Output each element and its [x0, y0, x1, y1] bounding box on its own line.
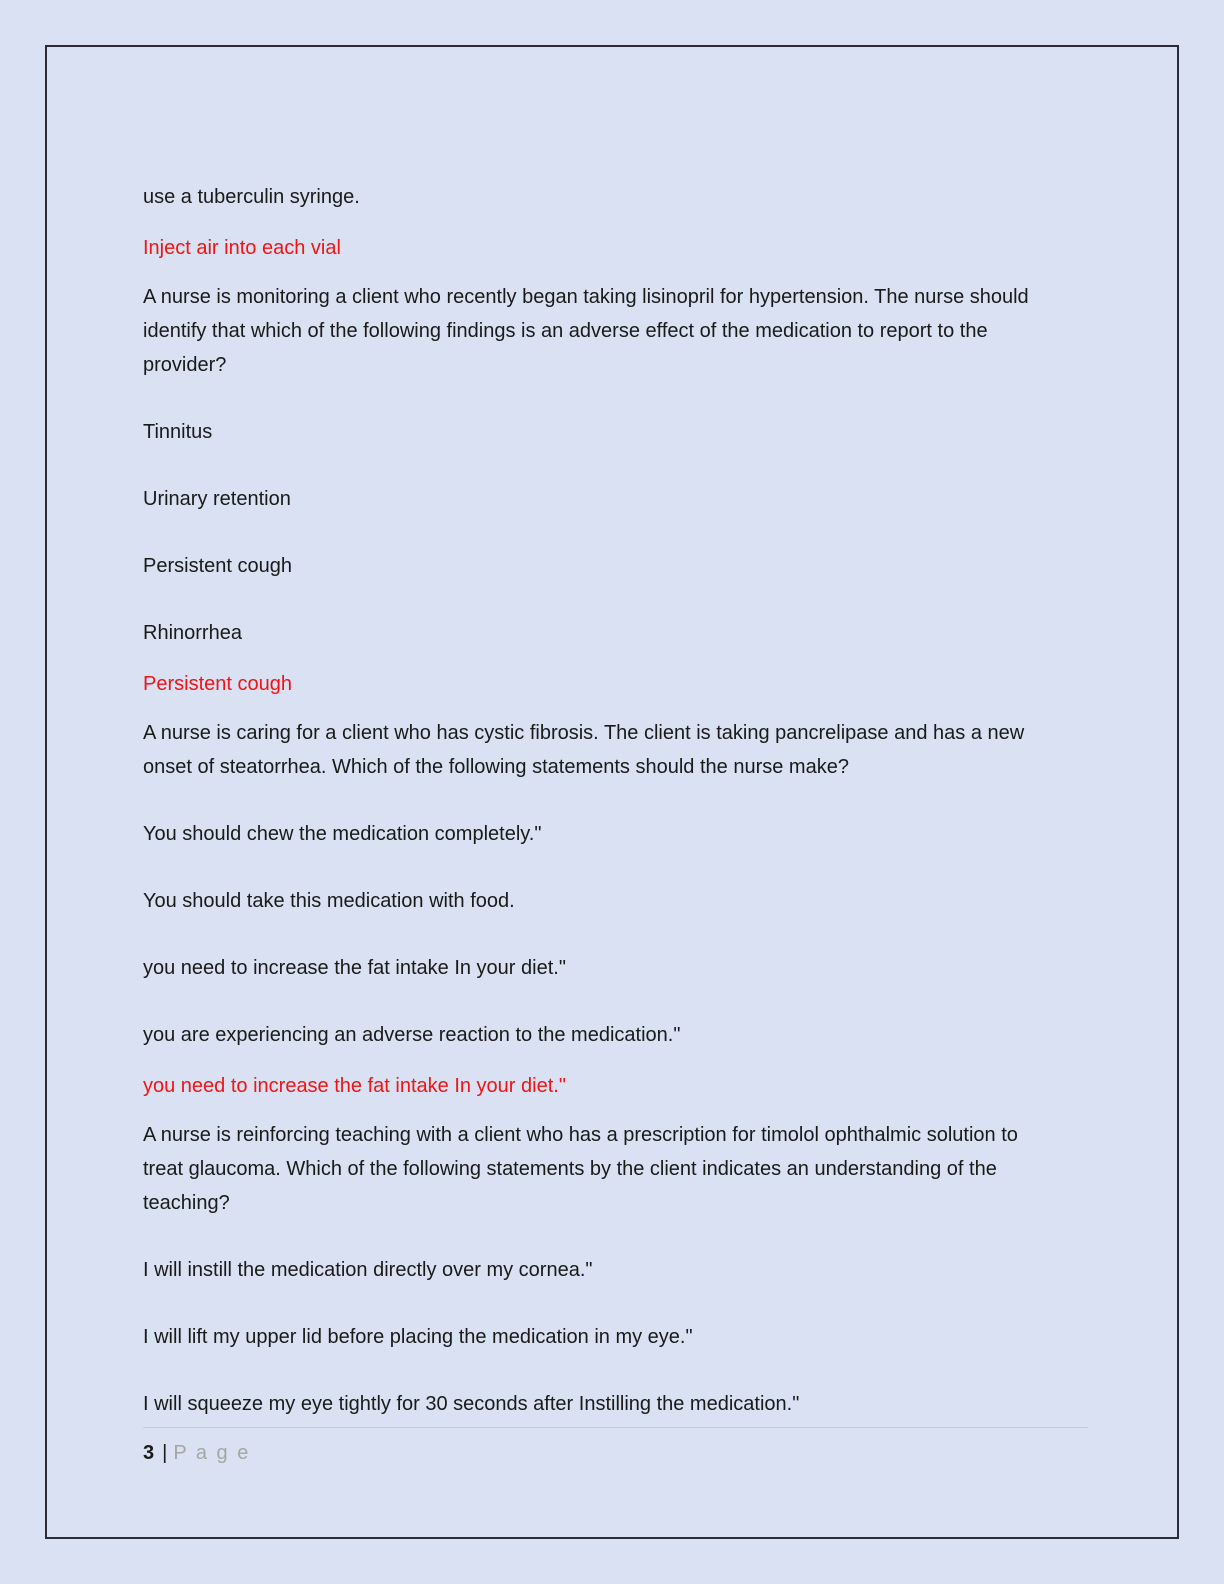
answer-option: I will squeeze my eye tightly for 30 seconds after Instilling the medication.": [143, 1393, 800, 1415]
answer-option: You should chew the medication completely.": [143, 823, 542, 845]
footer-text: [143, 1442, 1082, 1465]
footer-separator: |: [162, 1442, 168, 1464]
answer-option: I will instill the medication directly over my cornea.": [143, 1259, 593, 1281]
answer-option: use a tuberculin syringe.: [143, 186, 360, 208]
question-text: A nurse is caring for a client who has cystic fibrosis. The client is taking pancrelipase and has a new onset of steatorrhea. Which of the following statements should the nurse make?: [143, 722, 1025, 778]
correct-answer: Persistent cough: [143, 673, 292, 695]
question-text: A nurse is monitoring a client who recently began taking lisinopril for hypertension. The nurse should identify that which of the following findings is an adverse effect of the medication to report to the provider?: [143, 286, 1029, 376]
footer-page-word: P a g e: [173, 1442, 251, 1464]
answer-option: Tinnitus: [143, 421, 213, 443]
answer-option: Rhinorrhea: [143, 622, 242, 644]
answer-option: You should take this medication with food.: [143, 890, 515, 912]
question-text: A nurse is reinforcing teaching with a client who has a prescription for timolol ophthalmic solution to treat glaucoma. Which of the following statements by the client indicates an understanding of the teaching?: [143, 1124, 1018, 1214]
answer-option: you are experiencing an adverse reaction to the medication.": [143, 1024, 681, 1046]
footer-divider: [143, 1427, 1088, 1428]
document-page: [45, 45, 1179, 1539]
answer-option: I will lift my upper lid before placing the medication in my eye.": [143, 1326, 693, 1348]
page-number: 3: [143, 1442, 155, 1464]
correct-answer: you need to increase the fat intake In your diet.": [143, 1075, 566, 1097]
page-content: [47, 47, 1177, 1421]
answer-option: Persistent cough: [143, 555, 292, 577]
page-footer: [143, 1427, 1082, 1465]
answer-option: Urinary retention: [143, 488, 291, 510]
answer-option: you need to increase the fat intake In your diet.": [143, 957, 566, 979]
correct-answer: Inject air into each vial: [143, 237, 341, 259]
